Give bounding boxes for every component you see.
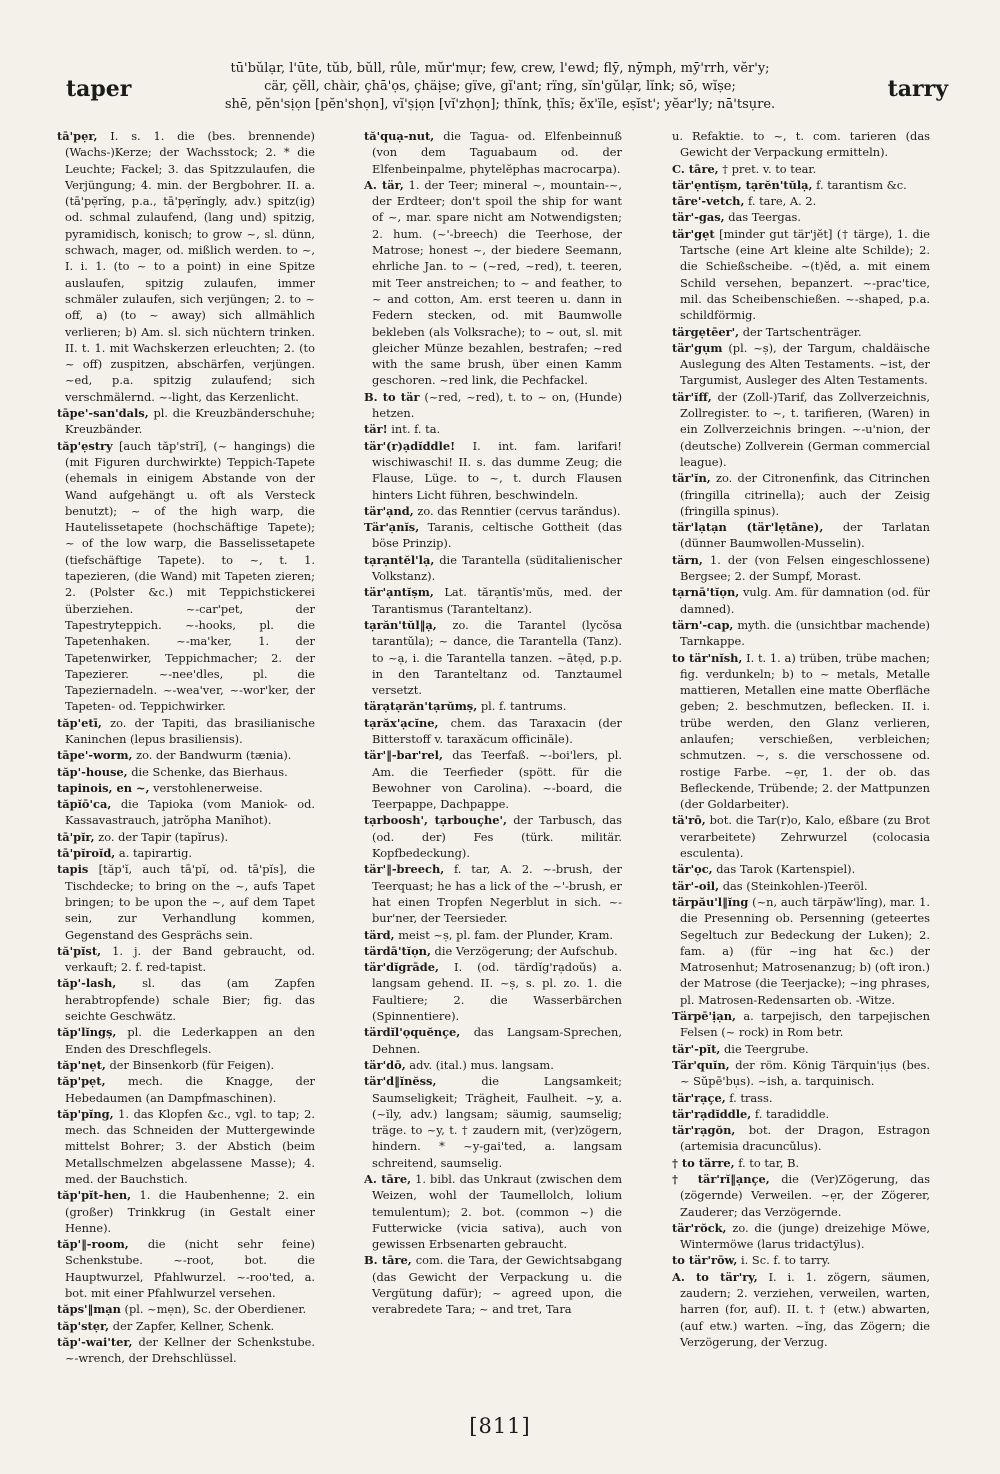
entry-headword: to tär'nĭsh,: [672, 650, 743, 665]
entry-headword: C. tāre,: [672, 161, 719, 176]
entry-definition: der Tartschenträger.: [742, 324, 862, 339]
entry-headword: tär'gẹt: [672, 226, 715, 241]
entry-definition: die (Ver)Zögerung, das (zögernde) Verweilen. ~ẹr, der Zögerer, Zauderer; das Verzögernde.: [680, 1172, 930, 1219]
dictionary-entry: [57, 715, 315, 748]
right-guide-word: tarry: [887, 76, 948, 102]
entry-headword: tāpe'-worm,: [57, 748, 133, 763]
dictionary-entry: [57, 1301, 315, 1317]
entry-definition: pl. f. tantrums.: [480, 699, 567, 714]
page-header: [0, 58, 1000, 122]
entry-definition: f. tare, A. 2.: [748, 194, 817, 209]
dictionary-entry: [57, 975, 315, 1024]
dictionary-entry: [364, 617, 622, 698]
dictionary-entry: [364, 438, 622, 503]
entry-definition: zo. die Tarantel (lycŏsa tarantŭla); ~ dance, die Tarantella (Tanz). to ~ạ, i. die Tarantella tanzen. ~ātẹd, p.p. in den Taranteltanz od. Tanztaumel versetzt.: [372, 617, 622, 698]
entry-headword: tăp'pẹt,: [57, 1074, 106, 1089]
entry-headword: tạrăx'ạcĭne,: [364, 715, 439, 730]
entry-headword: tärgẹtēer',: [672, 324, 740, 339]
dictionary-entry: [57, 1106, 315, 1187]
entry-headword: tăp'nẹt,: [57, 1057, 106, 1072]
entry-headword: tär'rạçe,: [672, 1090, 726, 1105]
entry-headword: tär'ẹntĭṣm, tạrĕn'tŭlạ,: [672, 177, 813, 192]
entry-headword: tär'lạtạn (tär'lẹtāne),: [672, 520, 824, 535]
entry-headword: tär'rŏck,: [672, 1220, 727, 1235]
entry-definition: (pl. ~ṣ), der Targum, chaldäische Auslegung des Alten Testaments. ~ist, der Targumist, Ausleger des Alten Testaments.: [680, 340, 930, 388]
entry-definition: Lat. tărạntĭs'mŭs, med. der Tarantismus (Taranteltanz).: [372, 585, 622, 616]
dictionary-entry: [672, 650, 930, 813]
entry-definition: vulg. Am. für damnation (od. für damned).: [680, 585, 930, 616]
dictionary-entry: [57, 943, 315, 976]
entry-definition: I. t. 1. a) trüben, trübe machen; fig. verdunkeln; b) to ~ metals, Metalle mattieren, Metallen eine matte Oberfläche geben; 2. beschmutzen, beflecken. II. i. trübe werden, den Glanz verlieren, anlaufen; verschießen, verbleichen; schmutzen. ~, s. die verschossene od. rostige Farbe. ~ẹr, 1. der ob. das Befleckende, Trübende; 2. der Mattpunzen (der Goldarbeiter).: [680, 650, 930, 812]
entry-headword: tāpe'-san'dals,: [57, 406, 149, 421]
entry-headword: tär'd‖ĭnĕss,: [364, 1074, 437, 1089]
entry-headword: tă'pĭst,: [57, 943, 102, 958]
entry-headword: tärn'-cap,: [672, 617, 734, 632]
entry-headword: † to tärre,: [672, 1155, 735, 1170]
dictionary-entry: [364, 812, 622, 861]
entry-definition: das Teerfaß. ~-boi'lers, pl. Am. die Teerfieder (spött. für die Bewohner von Carolina). ~-board, die Teerpappe, Dachpappe.: [372, 748, 622, 812]
entry-definition: zo. der Citronenfink, das Citrinchen (fringilla citrinella); auch der Zeisig (fringilla spinus).: [680, 471, 930, 518]
entry-headword: A. to tär'ry,: [672, 1269, 758, 1284]
entry-headword: A. tāre,: [364, 1172, 412, 1186]
column-2: [364, 128, 622, 1418]
entry-headword: to tär'rōw,: [672, 1253, 738, 1268]
dictionary-entry: [672, 617, 930, 650]
entry-definition: [minder gut tär'jĕt] († tärge), 1. die Tartsche (eine Art kleine alte Schilde); 2. die Schießscheibe. ~(t)ĕd, a. mit einem Schild versehen, bepanzert. ~-prac'tice, mil. das Scheibenschießen. ~-shaped, p.a. schildförmig.: [680, 226, 930, 323]
dictionary-entry: [57, 829, 315, 845]
dictionary-entry: [364, 128, 622, 177]
dictionary-entry: [672, 1057, 930, 1090]
dictionary-entry: [364, 584, 622, 617]
dictionary-entry: [364, 698, 622, 714]
entry-headword: A. tär,: [364, 177, 404, 192]
dictionary-entry: [57, 796, 315, 829]
entry-definition: I. int. fam. larifari! wischiwaschi! II. s. das dumme Zeug; die Flause, Lüge. to ~, t. durch Flausen hinters Licht führen, beschwindeln.: [372, 438, 622, 502]
dictionary-entry: [57, 747, 315, 763]
entry-definition: a. tapirartig.: [118, 846, 193, 861]
dictionary-entry: [672, 519, 930, 552]
entry-headword: tā'pẹr,: [57, 129, 98, 143]
entry-headword: tär'ĭn,: [672, 471, 711, 486]
dictionary-entry: [672, 861, 930, 877]
entry-definition: die Teergrube.: [724, 1041, 809, 1056]
entry-definition: das Langsam-Sprechen, Dehnen.: [372, 1025, 622, 1056]
dictionary-entry: [672, 324, 930, 340]
entry-definition: zo. die (junge) dreizehige Möwe, Wintermöwe (larus tridactўlus).: [680, 1220, 930, 1252]
entry-headword: tăp'pĭng,: [57, 1106, 114, 1121]
entry-headword: B. to tär: [364, 389, 420, 404]
dictionary-entry: [57, 764, 315, 780]
entry-definition: die Langsamkeit; Saumseligkeit; Trägheit, Faulheit. ~y, a. (~ĭly, adv.) langsam; säumig, saumselig; träge. to ~y, t. † zaudern mit, (ver)zögern, hindern. * ~y-gai'ted, a. langsam schreitend, saumselig.: [372, 1074, 622, 1170]
entry-headword: tăp'lĭngṣ,: [57, 1025, 117, 1040]
entry-headword: tapinois, en ~,: [57, 780, 150, 795]
column-1: [57, 128, 315, 1418]
entry-definition: die Tarantella (süditalienischer Volkstanz).: [372, 552, 622, 584]
entry-definition: pl. die Kreuzbänderschuhe; Kreuzbänder.: [65, 406, 315, 437]
entry-definition: 1. j. der Band gebraucht, od. verkauft; 2. f. red-tapist.: [65, 943, 315, 975]
entry-definition: a. tarpejisch, den tarpejischen Felsen (~ rock) in Rom betr.: [680, 1009, 930, 1040]
dictionary-entry: [364, 1024, 622, 1057]
dictionary-entry: [364, 1171, 622, 1252]
entry-headword: tăpĭō'ca,: [57, 797, 112, 812]
entry-headword: tär'dĭgrāde,: [364, 960, 439, 975]
entry-headword: † tär'rĭ‖ạnçe,: [672, 1172, 770, 1186]
column-3: [672, 128, 930, 1418]
entry-headword: tär'‖-breech,: [364, 862, 445, 877]
entry-definition: 1. die Haubenhenne; 2. ein (großer) Trinkkrug (in Gestalt einer Henne).: [65, 1188, 315, 1235]
entry-definition: (~n, auch tärpăw'lĭng), mar. 1. die Presenning ob. Persenning (geteertes Segeltuch zur Bedeckung der Luken); 2. fam. a) (für ~ing hat &c.) der Matrosenhut; Matrosenanzug; b) (oft iron.) der Matrose (die Teerjacke); ~ing phrases, pl. Matrosen-Redensarten ob. -Witze.: [680, 894, 930, 1007]
dictionary-entry: [364, 943, 622, 959]
entry-definition: zo. der Tapiti, das brasilianische Kaninchen (lepus brasiliensis).: [65, 715, 315, 746]
entry-headword: tạrboosh', tạrbouçhe',: [364, 813, 507, 828]
dictionary-entry: [57, 1334, 315, 1367]
dictionary-entry: [364, 861, 622, 926]
entry-headword: tär'ọc,: [672, 862, 713, 877]
pronunciation-key: [205, 60, 795, 114]
entry-headword: tär'rạdĭddle,: [672, 1106, 752, 1121]
entry-definition: f. taradiddle.: [754, 1106, 830, 1121]
entry-definition: der Tarbusch, das (od. der) Fes (türk. militär. Kopfbedeckung).: [372, 813, 622, 861]
pronunciation-line: shē, pĕn'sịọn [pĕn'shọn], vĭ'ṣịọn [vĭ'zhọn]; thĭnk, ṭhĭs; ĕx'ïle, eṣĭst'; yĕar'ly; nā'tsụre.: [224, 97, 776, 112]
entry-definition: zo. der Tapir (tapĭrus).: [98, 829, 229, 844]
entry-definition: I. (od. tärdĭg'rạdoŭs) a. langsam gehend. II. ~ṣ, s. pl. zo. 1. die Faultiere; 2. die Wasserbärchen (Spinnentiere).: [372, 960, 622, 1024]
entry-headword: tä'rō,: [672, 813, 706, 828]
dictionary-entry: [672, 1106, 930, 1122]
entry-definition: der Zapfer, Kellner, Schenk.: [112, 1318, 275, 1333]
dictionary-entry: [364, 1073, 622, 1171]
entry-headword: tạrăn'tŭl‖ạ,: [364, 617, 437, 632]
dictionary-entry: [672, 878, 930, 894]
dictionary-entry: [672, 1171, 930, 1220]
dictionary-entry: [364, 715, 622, 748]
entry-headword: tärpău'l‖ĭng: [672, 894, 749, 909]
entry-headword: tā'pĭroĭd,: [57, 846, 116, 861]
entry-definition: bot. die Tar(r)o, Kalo, eßbare (zu Brot verarbeitete) Zehrwurzel (colocasia esculenta).: [680, 813, 930, 861]
entry-definition: der Kellner der Schenkstube. ~-wrench, der Drehschlüssel.: [65, 1334, 315, 1366]
dictionary-entry: [672, 1041, 930, 1057]
entry-definition: myth. die (unsichtbar machende) Tarnkappe.: [680, 617, 930, 649]
entry-headword: tärdĭl'ọquĕnçe,: [364, 1025, 461, 1040]
dictionary-entry: [672, 1252, 930, 1268]
entry-definition: die Tapioka (vom Maniok- od. Kassavastrauch, jatrŏpha Manĭhot).: [65, 797, 315, 828]
entry-headword: tär!: [364, 422, 388, 437]
entry-definition: 1. der (von Felsen eingeschlossene) Bergsee; 2. der Sumpf, Morast.: [680, 552, 930, 584]
dictionary-entry: [57, 1318, 315, 1334]
dictionary-entry: [364, 959, 622, 1024]
entry-headword: tär'‖-bar'rel,: [364, 748, 443, 763]
dictionary-entry: [672, 584, 930, 617]
entry-definition: int. f. ta.: [391, 422, 441, 437]
entry-headword: tăp'etī,: [57, 715, 102, 730]
entry-definition: die Tagua- od. Elfenbeinnuß (von dem Taguabaum od. der Elfenbeinpalme, phytelĕphas macrocarpa).: [372, 129, 622, 176]
dictionary-entry: [57, 128, 315, 405]
entry-definition: sl. das (am Zapfen herabtropfende) schale Bier; fig. das seichte Geschwätz.: [65, 976, 315, 1024]
entry-headword: tär'-oil,: [672, 878, 720, 893]
entry-definition: bot. der Dragon, Estragon (artemisia dracuncŭlus).: [680, 1123, 930, 1154]
dictionary-entry: [672, 226, 930, 324]
dictionary-entry: [672, 161, 930, 177]
dictionary-entry: [672, 552, 930, 585]
dictionary-entry: [364, 1057, 622, 1073]
entry-definition: [tăp'ĭ, auch tā'pĭ, od. tā'pĭs], die Tischdecke; to bring on the ~, aufs Tapet bringen; to be upon the ~, auf dem Tapet sein, zur Verhandlung kommen, Gegenstand des Gesprächs sein.: [65, 862, 315, 942]
dictionary-entry: [672, 470, 930, 519]
entry-headword: tär'ạntĭṣm,: [364, 585, 434, 600]
entry-definition: der röm. König Tärqui̇n'ịụs (bes. ~ Sŭpē'bụs). ~ish, a. tarquinisch.: [680, 1057, 930, 1089]
entry-definition: der Binsenkorb (für Feigen).: [109, 1057, 275, 1072]
dictionary-entry: [672, 128, 930, 161]
entry-headword: tär'gụm: [672, 340, 723, 355]
entry-headword: Tär'quĭn,: [672, 1057, 730, 1072]
entry-headword: tapis: [57, 862, 89, 877]
entry-definition: (~red, ~red), t. to ~ on, (Hunde) hetzen.: [372, 389, 622, 421]
dictionary-entry: [672, 894, 930, 1008]
entry-definition: f. tarantism &c.: [816, 177, 907, 192]
dictionary-entry: [57, 405, 315, 438]
entry-definition: chem. das Taraxacin (der Bitterstoff v. taraxăcum officināle).: [372, 715, 622, 746]
entry-definition: [auch tăp'strĭ], (~ hangings) die (mit Figuren durchwirkte) Teppich-Tapete (ehemals in einigem Abstande von der Wand aufgehängt u. oft als Versteck benutzt); ~ of the high warp, die Hautelissetapete (hochschäftige Tapete); ~ of the low warp, die Basselissetapete (tiefschäftige Tapete). to ~, t. 1. tapezieren, (die Wand) mit Tapeten zieren; 2. (Polster &c.) mit Teppichstickerei überziehen. ~-car'pet, der Tapestryteppich. ~-hooks, pl. die Tapetenhaken. ~-ma'ker, 1. der Tapetenwirker, Teppichmacher; 2. der Tapezierer. ~-nee'dles, pl. die Tapeziernadeln. ~-wea'ver, ~-wor'ker, der Tapeten- od. Teppichwirker.: [65, 438, 315, 714]
entry-definition: I. s. 1. die (bes. brennende) (Wachs-)Kerze; der Wachsstock; 2. * die Leuchte; Fackel; 3. das Spitzzulaufen, die Verjüngung; 4. min. der Bergbohrer. II. a. (tā'pẹrĭng, p.a., tā'pẹrĭngly, adv.) spitz(ig) od. schmal zulaufend, (lang und) spitzig, pyramidisch, konisch; to grow ~, sl. dünn, schwach, mager, od. mißlich werden. to ~, I. i. 1. (to ~ to a point) in eine Spitze auslaufen, spitzig zulaufen, immer schmäler zulaufen, sich verjüngen; 2. to ~ off, a) (to ~ away) sich allmählich verlieren; b) Am. sl. sich nüchtern trinken. II. t. 1. mit Wachskerzen erleuchten; 2. (to ~ off) zuspitzen, abschärfen, verjüngen. ~ed, p.a. spitzig zulaufend; sich verschmälernd. ~-light, das Kerzenlicht.: [65, 129, 315, 404]
dictionary-entry: [672, 389, 930, 470]
dictionary-entry: [57, 1057, 315, 1073]
dictionary-entry: [672, 1220, 930, 1253]
dictionary-entry: [672, 1155, 930, 1171]
entry-definition: meist ~ṣ, pl. fam. der Plunder, Kram.: [398, 927, 614, 942]
entry-headword: tärn,: [672, 552, 703, 567]
dictionary-entry: [57, 1024, 315, 1057]
pronunciation-line: tū'bŭlạr, l'ūte, tŭb, bŭll, rûle, mŭr'mụr; few, crew, l'ewd; flȳ, nȳmph, mȳ'rrh, vĕr'y;: [230, 61, 770, 76]
dictionary-entry: [672, 1008, 930, 1041]
dictionary-entry: [672, 177, 930, 193]
entry-definition: I. i. 1. zögern, säumen, zaudern; 2. verziehen, verweilen, warten, harren (for, auf). II. t. † (etw.) abwarten, (auf etw.) warten. ~ĭng, das Zögern; die Verzögerung, der Verzug.: [680, 1269, 930, 1349]
entry-definition: pl. die Lederkappen an den Enden des Dreschflegels.: [65, 1025, 315, 1056]
dictionary-entry: [364, 927, 622, 943]
entry-headword: tāre'-vetch,: [672, 194, 745, 209]
entry-headword: tạrnā'tĭọn,: [672, 585, 740, 600]
entry-definition: Taranis, celtische Gottheit (das böse Prinzip).: [372, 520, 622, 551]
dictionary-entry: [672, 1122, 930, 1155]
entry-definition: die Schenke, das Bierhaus.: [131, 764, 288, 779]
entry-headword: tär'(r)ạdĭddle!: [364, 438, 456, 453]
entry-headword: tăp'‖-room,: [57, 1237, 129, 1252]
dictionary-entry: [57, 1187, 315, 1236]
entry-headword: tär'ĭff,: [672, 389, 712, 404]
entry-headword: Tärpē'ịạn,: [672, 1009, 736, 1024]
entry-headword: tärdā'tĭọn,: [364, 943, 431, 958]
entry-definition: f. trass.: [729, 1090, 773, 1105]
entry-headword: tärd,: [364, 927, 395, 942]
entry-definition: 1. das Klopfen &c., vgl. to tap; 2. mech. das Schneiden der Muttergewinde mittelst Bohrer; 3. der Abstich (beim Metallschmelzen abgelassene Masse); 4. med. der Bauchstich.: [65, 1106, 315, 1186]
dictionary-entry: [364, 503, 622, 519]
entry-definition: der (Zoll-)Tarif, das Zollverzeichnis, Zollregister. to ~, t. tarifieren, (Waren) in ein Zollverzeichnis bringen. ~-u'nion, der (deutsche) Zollverein (German commercial league).: [680, 389, 930, 469]
dictionary-entry: [672, 340, 930, 389]
entry-definition: das Tarok (Kartenspiel).: [716, 862, 856, 877]
entry-definition: u. Refaktie. to ~, t. com. tarieren (das Gewicht der Verpackung ermitteln).: [672, 129, 930, 160]
entry-headword: tär'ạnd,: [364, 503, 414, 518]
entry-definition: mech. die Knagge, der Hebedaumen (an Dampfmaschinen).: [65, 1074, 315, 1105]
dictionary-entry: [57, 1073, 315, 1106]
entry-headword: tạrạntĕl'lạ,: [364, 552, 435, 567]
entry-headword: tăp'-lash,: [57, 976, 117, 991]
dictionary-entry: [672, 812, 930, 861]
entry-headword: B. tāre,: [364, 1253, 412, 1268]
dictionary-entry: [364, 1252, 622, 1317]
pronunciation-line: cär, çĕll, chàir, çhā'ọs, çhäịse; gïve, gĭ'ant; rïng, sĭn'gŭlạr, lĭnk; sō, wĭṣe;: [264, 79, 736, 94]
entry-headword: tär'rạgŏn,: [672, 1123, 736, 1138]
dictionary-entry: [672, 1090, 930, 1106]
entry-headword: tär'dō,: [364, 1057, 406, 1072]
entry-definition: das (Steinkohlen-)Teeröl.: [722, 878, 868, 893]
entry-headword: tăps'‖mạn: [57, 1302, 121, 1317]
entry-definition: 1. bibl. das Unkraut (zwischen dem Weizen, wohl der Taumellolch, lolium temulentum); 2. bot. (common ~) die Futterwicke (vicia sativa), auch von gewissen Erbsenarten gebraucht.: [372, 1172, 622, 1252]
left-guide-word: taper: [66, 76, 132, 102]
dictionary-entry: [672, 1269, 930, 1350]
dictionary-entry: [672, 193, 930, 209]
entry-definition: der Tarlatan (dünner Baumwollen-Musselin).: [680, 520, 930, 551]
dictionary-entry: [364, 552, 622, 585]
entry-definition: 1. der Teer; mineral ~, mountain-~, der Erdteer; don't spoil the ship for want of ~, mar. spare nicht am Notwendigsten; 2. hum. (~'-breech) die Teerhose, der Matrose; honest ~, der biedere Seemann, ehrliche Jan. to ~ (~red, ~red), t. teeren, mit Teer anstreichen; to ~ and feather, to ~ and cotton, Am. erst teeren u. dann in Federn stecken, od. mit Baumwolle bekleben (als Volksrache); to ~ out, sl. mit gleicher Münze bezahlen, bestrafen; ~red with the same brush, über einen Kamm geschoren. ~red link, die Pechfackel.: [372, 177, 622, 388]
dictionary-entry: [364, 747, 622, 812]
entry-definition: die (nicht sehr feine) Schenkstube. ~-root, bot. die Hauptwurzel, Pfahlwurzel. ~-roo'ted, a. bot. mit einer Pfahlwurzel versehen.: [65, 1237, 315, 1301]
entry-headword: tär'-gas,: [672, 210, 725, 225]
dictionary-entry: [57, 438, 315, 715]
entry-headword: tärạtạrăn'tạrŭmṣ,: [364, 699, 478, 714]
page-number: [811]: [469, 1414, 531, 1438]
entry-definition: zo. das Renntier (cervus tarăndus).: [417, 503, 621, 518]
entry-headword: tär'-pĭt,: [672, 1041, 721, 1056]
dictionary-entry: [57, 780, 315, 796]
dictionary-entry: [364, 389, 622, 422]
entry-definition: f. tar, A. 2. ~-brush, der Teerquast; he has a lick of the ~'-brush, er hat einen Tropfen Negerblut in sich. ~-bur'ner, der Teersieder.: [372, 862, 622, 926]
entry-definition: com. die Tara, der Gewichtsabgang (das Gewicht der Verpackung u. die Vergütung dafür); ~ agreed upon, die verabredete Tara; ~ and tret, Tara: [372, 1253, 622, 1317]
entry-definition: f. to tar, B.: [738, 1155, 800, 1170]
entry-headword: Tär'ạnĭs,: [364, 520, 420, 535]
entry-headword: tăp'pĭt-hen,: [57, 1188, 132, 1203]
entry-definition: (pl. ~mẹn), Sc. der Oberdiener.: [124, 1302, 307, 1317]
entry-definition: zo. der Bandwurm (tænia).: [136, 748, 292, 763]
entry-headword: tăp'ẹstry: [57, 438, 113, 453]
entry-definition: die Verzögerung; der Aufschub.: [434, 943, 618, 958]
dictionary-entry: [364, 519, 622, 552]
dictionary-entry: [364, 177, 622, 389]
dictionary-entry: [364, 421, 622, 437]
entry-headword: tă'quạ-nut,: [364, 129, 435, 143]
entry-definition: i. Sc. f. to tarry.: [741, 1253, 831, 1268]
entry-definition: verstohlenerweise.: [153, 780, 263, 795]
entry-definition: das Teergas.: [728, 210, 801, 225]
entry-headword: tăp'stẹr,: [57, 1318, 110, 1333]
dictionary-entry: [57, 845, 315, 861]
entry-definition: adv. (ital.) mus. langsam.: [409, 1057, 554, 1072]
dictionary-entry: [672, 209, 930, 225]
entry-headword: tā'pĭr,: [57, 829, 95, 844]
entry-headword: tăp'-wai'ter,: [57, 1334, 133, 1349]
dictionary-entry: [57, 1236, 315, 1301]
entry-definition: † pret. v. to tear.: [722, 161, 817, 176]
dictionary-entry: [57, 861, 315, 942]
entry-headword: tăp'-house,: [57, 764, 128, 779]
